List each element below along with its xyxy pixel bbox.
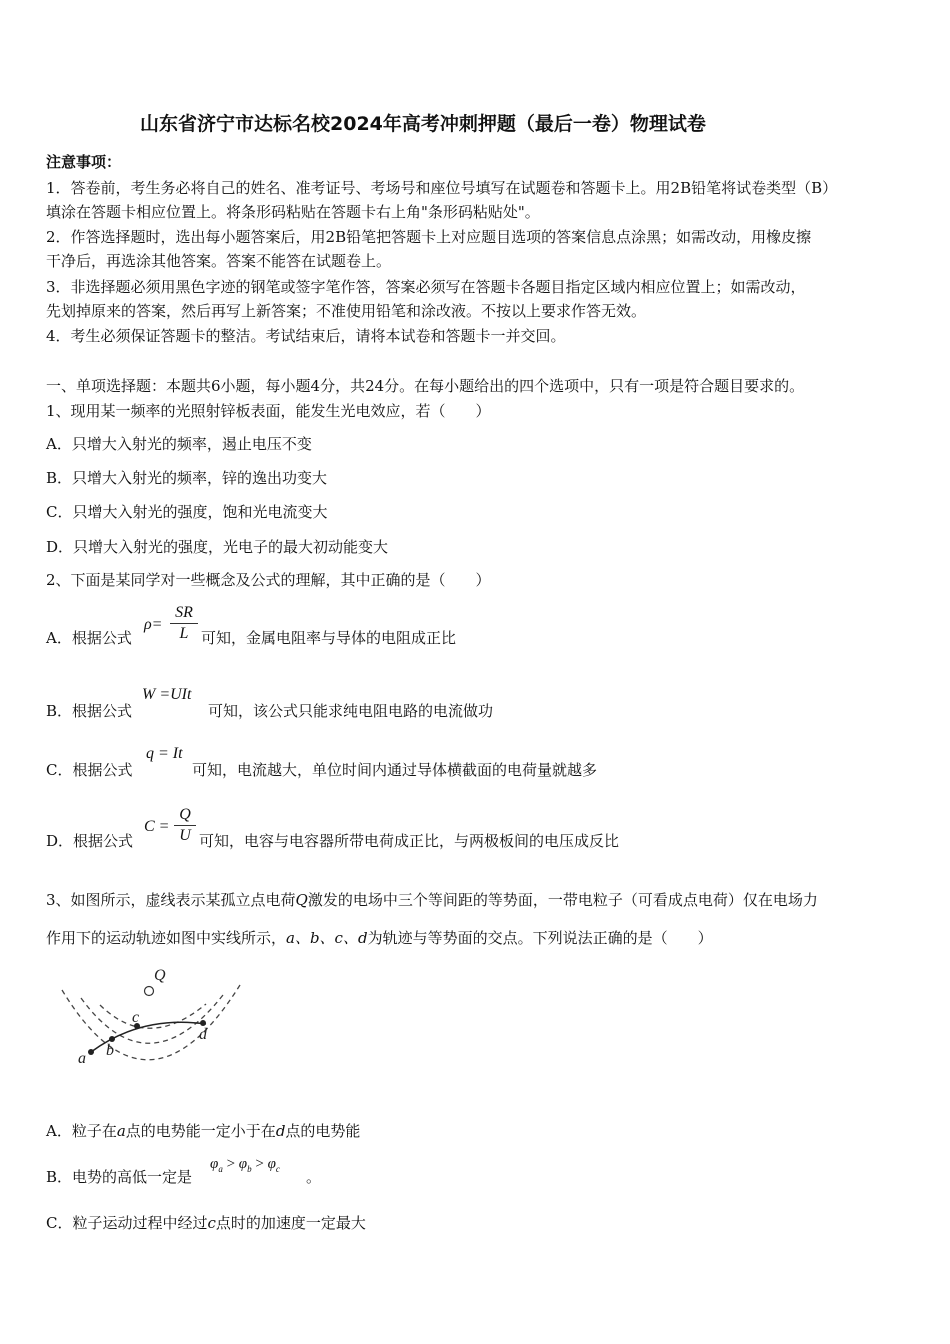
note-line: 4．考生必须保证答题卡的整洁。考试结束后，请将本试卷和答题卡一并交回。	[46, 327, 566, 345]
formula: q = It	[146, 745, 183, 762]
formula-fraction	[174, 806, 196, 845]
formula-lhs: C =	[144, 818, 170, 835]
formula-fraction	[170, 604, 198, 643]
equipotential-figure	[56, 960, 252, 1078]
label-c: c	[132, 1009, 140, 1026]
option-var: a	[116, 1122, 126, 1140]
option-var: d	[275, 1122, 286, 1140]
option-text: A．粒子在	[46, 1122, 117, 1140]
option-c: C．只增大入射光的强度，饱和光电流变大	[46, 503, 328, 521]
question-stem-line-1	[46, 890, 818, 910]
option-c	[46, 1213, 366, 1233]
equipotential-line-outer	[62, 985, 240, 1060]
option-text: 点时的加速度一定最大	[215, 1214, 366, 1232]
option-b: B．只增大入射光的频率，锌的逸出功变大	[46, 469, 328, 487]
option-prefix: A．根据公式	[46, 629, 132, 647]
option-a	[46, 1121, 360, 1141]
formula: W =UIt	[142, 686, 192, 703]
fraction-numerator: Q	[179, 806, 191, 823]
question-stem: 2、下面是某同学对一些概念及公式的理解，其中正确的是（ ）	[46, 571, 491, 589]
option-suffix: 可知，该公式只能求纯电阻电路的电流做功	[208, 702, 494, 720]
option-suffix: 可知，金属电阻率与导体的电阻成正比	[201, 629, 457, 647]
question-stem: 1、现用某一频率的光照射锌板表面，能发生光电效应，若（ ）	[46, 402, 491, 420]
option-suffix: 可知，电容与电容器所带电荷成正比，与两极板间的电压成反比	[199, 832, 620, 850]
label-b: b	[106, 1042, 114, 1059]
option-text: 点的电势能一定小于在	[125, 1122, 276, 1140]
option-suffix: 可知，电流越大，单位时间内通过导体横截面的电荷量就越多	[192, 761, 598, 779]
charge-q-icon	[145, 987, 154, 996]
fraction-denominator: U	[179, 827, 191, 844]
notes-heading: 注意事项：	[46, 153, 122, 171]
note-line: 干净后，再选涂其他答案。答案不能答在试题卷上。	[46, 252, 392, 270]
fraction-denominator: L	[179, 625, 189, 642]
option-prefix: C．根据公式	[46, 761, 133, 779]
fraction-bar	[174, 825, 196, 826]
question-stem-line-2	[46, 928, 713, 948]
stem-text: 作用下的运动轨迹如图中实线所示，	[46, 929, 287, 947]
fraction-numerator: SR	[175, 604, 193, 621]
fraction-bar	[170, 623, 198, 624]
stem-var: Q	[295, 891, 308, 909]
option-text: C．粒子运动过程中经过	[46, 1214, 208, 1232]
option-text: 。	[306, 1168, 322, 1186]
stem-text: 3、如图所示，虚线表示某孤立点电荷	[46, 891, 296, 909]
note-line: 先划掉原来的答案，然后再写上新答案；不准使用铅笔和涂改液。不按以上要求作答无效。	[46, 302, 647, 320]
option-prefix: D．根据公式	[46, 832, 134, 850]
stem-vars: a、b、c、d	[286, 929, 368, 947]
note-line: 3．非选择题必须用黑色字迹的钢笔或签字笔作答，答案必须写在答题卡各题目指定区域内相应位置上；如需改动，	[46, 278, 806, 296]
note-line: 填涂在答题卡相应位置上。将条形码粘贴在答题卡右上角"条形码粘贴处"。	[46, 203, 540, 221]
section-heading: 一、单项选择题：本题共6小题，每小题4分，共24分。在每小题给出的四个选项中，只有一项是符合题目要求的。	[46, 377, 805, 395]
formula-lhs: ρ=	[144, 616, 163, 633]
option-text: B．电势的高低一定是	[46, 1168, 193, 1186]
point-a-dot	[88, 1049, 94, 1055]
potential-inequality: $\varphi_a > \varphi_b > \varphi_c$	[210, 1156, 280, 1174]
note-line: 1．答卷前，考生务必将自己的姓名、准考证号、考场号和座位号填写在试题卷和答题卡上。用2B铅笔将试卷类型（B）	[46, 179, 838, 197]
stem-text: 激发的电场中三个等间距的等势面，一带电粒子（可看成点电荷）仅在电场力	[307, 891, 818, 909]
option-var: c	[207, 1214, 216, 1232]
stem-text: 为轨迹与等势面的交点。下列说法正确的是（ ）	[367, 929, 713, 947]
option-text: 点的电势能	[285, 1122, 361, 1140]
page-title: 山东省济宁市达标名校2024年高考冲刺押题（最后一卷）物理试卷	[140, 113, 706, 135]
option-prefix: B．根据公式	[46, 702, 133, 720]
label-a: a	[78, 1050, 86, 1067]
label-d: d	[199, 1026, 207, 1043]
note-line: 2．作答选择题时，选出每小题答案后，用2B铅笔把答题卡上对应题目选项的答案信息点涂黑；如需改动，用橡皮擦	[46, 228, 812, 246]
option-a: A．只增大入射光的频率，遏止电压不变	[46, 435, 312, 453]
option-d: D．只增大入射光的强度，光电子的最大初动能变大	[46, 538, 389, 556]
label-q: Q	[154, 967, 166, 984]
